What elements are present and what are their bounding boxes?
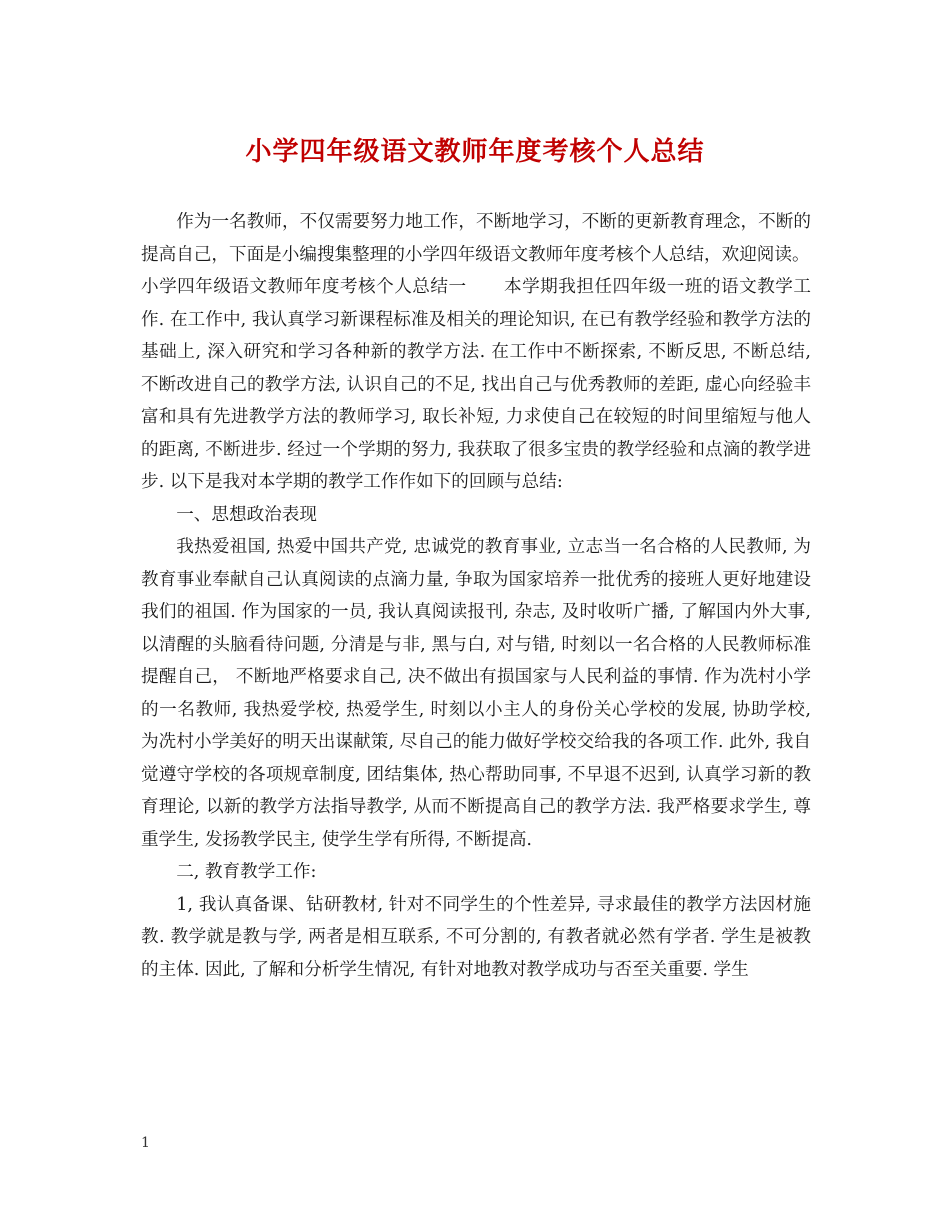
page-number: 1 bbox=[141, 1135, 150, 1151]
teaching-paragraph: 1, 我认真备课、钻研教材, 针对不同学生的个性差异, 寻求最佳的教学方法因材施教. 教学就是教与学, 两者是相互联系, 不可分割的, 有教者就必然有学者. 学生是被教的主体. 因此, 了解和分析学生情况, 有针对地教对教学成功与否至关重要. 学生 bbox=[141, 894, 811, 980]
politics-paragraph: 我热爱祖国, 热爱中国共产党, 忠诚党的教育事业, 立志当一名合格的人民教师, 为教育事业奉献自己认真阅读的点滴力量, 争取为国家培养一批优秀的接班人更好地建设我们的祖国. 作为国家的一员, 我认真阅读报刊, 杂志, 及时收听广播, 了解国内外大事, 以清醒的头脑看待问题, 分清是与非, 黑与白, 对与错, 时刻以一名合格的人民教师标准提醒自己， 不断地严格要求自己, 决不做出有损国家与人民利益的事情. 作为冼村小学的一名教师, 我热爱学校, 热爱学生, 时刻以小主人的身份关心学校的发展, 协助学校, 为冼村小学美好的明天出谋献策, 尽自己的能力做好学校交给我的各项工作. 此外, 我自觉遵守学校的各项规章制度, 团结集体, 热心帮助同事, 不早退不迟到, 认真学习新的教育理论, 以新的教学方法指导教学, 从而不断提高自己的教学方法. 我严格要求学生, 尊重学生, 发扬教学民主, 使学生学有所得, 不断提高. bbox=[141, 537, 811, 850]
document-body bbox=[141, 206, 811, 986]
section-one-paragraph bbox=[141, 271, 811, 499]
section-one-body: 本学期我担任四年级一班的语文教学工作. 在工作中, 我认真学习新课程标准及相关的理论知识, 在已有教学经验和教学方法的基础上, 深入研究和学习各种新的教学方法. 在工作中不断探索, 不断反思, 不断总结, 不断改进自己的教学方法, 认识自己的不足, 找出自己与优秀教师的差距, 虚心向经验丰富和具有先进教学方法的教师学习, 取长补短, 力求使自己在较短的时间里缩短与他人的距离, 不断进步. 经过一个学期的努力, 我获取了很多宝贵的教学经验和点滴的教学进步. 以下是我对本学期的教学工作作如下的回顾与总结: bbox=[141, 277, 811, 492]
politics-heading: 一、思想政治表现 bbox=[176, 504, 317, 525]
document-title: 小学四年级语文教师年度考核个人总结 bbox=[245, 137, 705, 167]
teaching-heading: 二, 教育教学工作: bbox=[176, 862, 317, 882]
intro-paragraph: 作为一名教师，不仅需要努力地工作，不断地学习，不断的更新教育理念，不断的提高自己，下面是小编搜集整理的小学四年级语文教师年度考核个人总结，欢迎阅读。 bbox=[141, 212, 811, 265]
section-one-heading: 小学四年级语文教师年度考核个人总结一 bbox=[141, 277, 467, 297]
